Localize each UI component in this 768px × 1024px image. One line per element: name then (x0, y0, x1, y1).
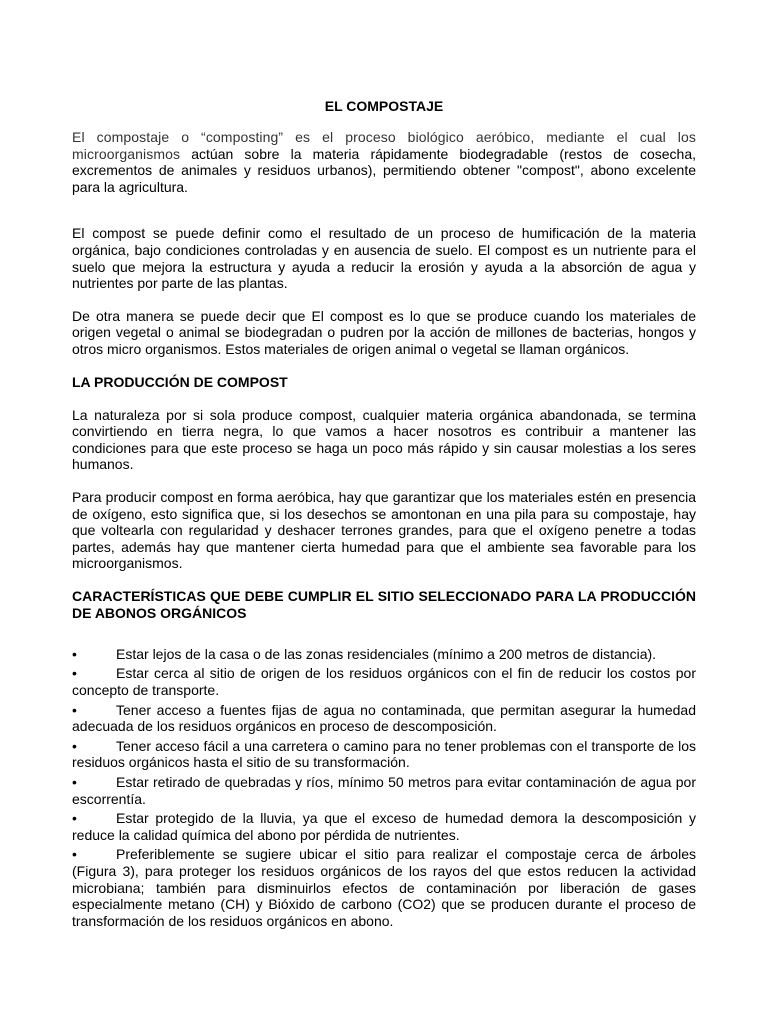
list-item: • Tener acceso fácil a una carretera o camino para no tener problemas con el transporte de los residuos orgánicos hasta el sitio de su transformación. (72, 737, 696, 771)
bullet-icon: • (72, 810, 77, 827)
section-heading-site-characteristics: CARACTERÍSTICAS QUE DEBE CUMPLIR EL SITIO SELECCIONADO PARA LA PRODUCCIÓN DE ABONOS ORGÁNICOS (72, 587, 696, 621)
intro-paragraph (72, 129, 696, 195)
bullet-icon: • (72, 701, 77, 718)
paragraph-production-aerobic: Para producir compost en forma aeróbica, hay que garantizar que los materiales estén en presencia de oxígeno, esto significa que, si los desechos se amontonan en una pila para su compostaje, hay que voltearla con regularidad y deshacer terrones grandes, para que el oxígeno penetre a todas partes, además hay que mantener cierta humedad para que el ambiente sea favorable para los microorganismos. (72, 488, 696, 572)
list-item: • Tener acceso a fuentes fijas de agua no contaminada, que permitan asegurar la humedad adecuada de los residuos orgánicos en proceso de descomposición. (72, 701, 696, 735)
paragraph-compost-definition: El compost se puede definir como el resultado de un proceso de humificación de la materia orgánica, bajo condiciones controladas y en ausencia de suelo. El compost es un nutriente para el suelo que mejora la estructura y ayuda a reducir la erosión y ayuda a la absorción de agua y nutrientes por parte de las plantas. (72, 225, 696, 292)
site-characteristics-list (72, 646, 696, 930)
list-item: • Estar protegido de la lluvia, ya que el exceso de humedad demora la descomposición y reduce la calidad química del abono por pérdida de nutrientes. (72, 810, 696, 843)
bullet-icon: • (72, 645, 77, 662)
list-item: • Estar lejos de la casa o de las zonas residenciales (mínimo a 200 metros de distancia). (72, 645, 657, 662)
paragraph-compost-other-definition: De otra manera se puede decir que El compost es lo que se produce cuando los materiales de origen vegetal o animal se biodegradan o pudren por la acción de millones de bacterias, hongos y otros micro organismos. Estos materiales de origen animal o vegetal se llaman orgánicos. (72, 307, 696, 357)
list-item: • Estar retirado de quebradas y ríos, mínimo 50 metros para evitar contaminación de agua por escorrentía. (72, 774, 696, 807)
page-title: EL COMPOSTAJE (324, 98, 444, 114)
paragraph-production-nature: La naturaleza por si sola produce compost, cualquier materia orgánica abandonada, se termina convirtiendo en tierra negra, lo que vamos a hacer nosotros es contribuir a mantener las condiciones para que este proceso se haga un poco más rápido y sin causar molestias a los seres humanos. (72, 406, 696, 473)
intro-first-line: El compostaje o “composting” es el proceso biológico aeróbico, mediante el cual los microorganismos (72, 129, 696, 162)
bullet-icon: • (72, 774, 77, 791)
bullet-icon: • (72, 737, 77, 754)
intro-rest: actúan sobre la materia rápidamente biodegradable (restos de cosecha, excrementos de animales y residuos urbanos), permitiendo obtener "compost", abono excelente para la agricultura. (72, 145, 697, 195)
bullet-icon: • (72, 846, 77, 863)
list-item: • Estar cerca al sitio de origen de los residuos orgánicos con el fin de reducir los costos por concepto de transporte. (72, 665, 696, 699)
bullet-icon: • (72, 665, 77, 682)
section-heading-production: LA PRODUCCIÓN DE COMPOST (72, 373, 288, 390)
list-item: • Preferiblemente se sugiere ubicar el sitio para realizar el compostaje cerca de árboles (Figura 3), para proteger los residuos orgánicos de los rayos del que estos reducen la actividad microbiana; también para disminuirlos efectos de contaminación por liberación de gases especialmente metano (CH) y Bióxido de carbono (CO2) que se producen durante el proceso de transformación de los residuos orgánicos en abono. (72, 846, 696, 929)
